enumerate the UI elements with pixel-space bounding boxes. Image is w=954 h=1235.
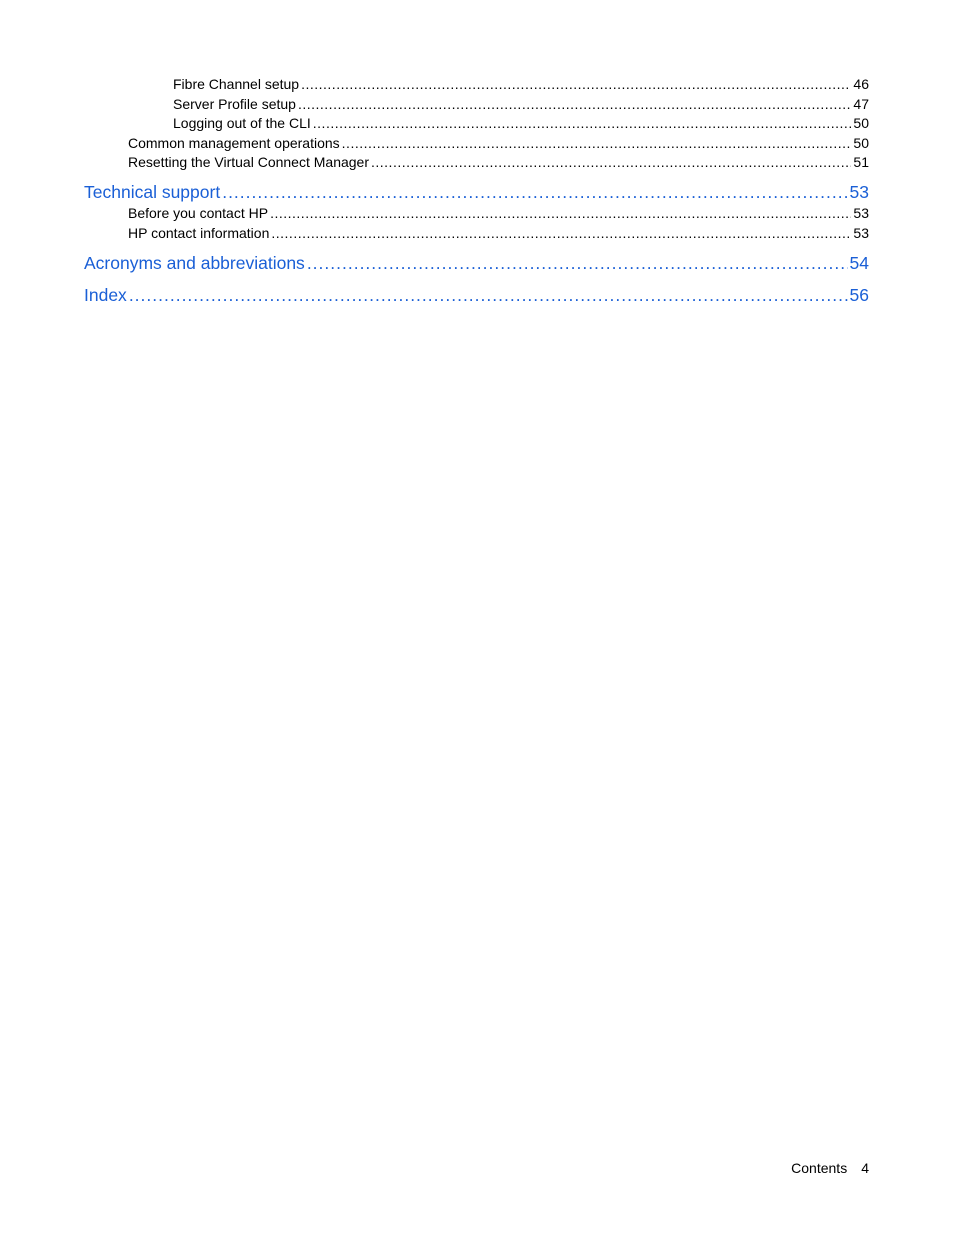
- toc-chapter-title: Acronyms and abbreviations: [84, 253, 305, 273]
- toc-entry-title: Server Profile setup: [173, 96, 296, 112]
- dot-leader: [222, 180, 847, 204]
- dot-leader: [371, 152, 851, 172]
- dot-leader: [301, 74, 851, 94]
- dot-leader: [307, 251, 848, 275]
- dot-leader: [271, 223, 851, 243]
- toc-entry-page: 51: [853, 154, 869, 170]
- toc-entry-logging-out[interactable]: [0, 113, 869, 133]
- toc-chapter-page: 53: [849, 182, 869, 202]
- toc-chapter-title: Index: [84, 285, 127, 305]
- toc-entry-page: 53: [853, 225, 869, 241]
- toc-chapter-technical-support[interactable]: [0, 180, 869, 204]
- toc-chapter-page: 56: [849, 285, 869, 305]
- toc-entry-title: Fibre Channel setup: [173, 76, 300, 92]
- toc-entry-page: 50: [853, 115, 869, 131]
- dot-leader: [129, 283, 848, 307]
- dot-leader: [298, 94, 851, 114]
- toc-entry-hp-contact-information[interactable]: [0, 223, 869, 243]
- toc-chapter-index[interactable]: [0, 283, 869, 307]
- footer-section-label: Contents: [791, 1160, 848, 1176]
- toc-entry-before-you-contact-hp[interactable]: [0, 203, 869, 223]
- toc-entry-resetting-vc-manager[interactable]: [0, 152, 869, 172]
- toc-entry-page: 47: [853, 96, 869, 112]
- toc-entry-title: Resetting the Virtual Connect Manager: [128, 154, 369, 170]
- dot-leader: [342, 133, 852, 153]
- dot-leader: [313, 113, 852, 133]
- toc-entry-title: Logging out of the CLI: [173, 115, 311, 131]
- toc-entry-page: 50: [853, 135, 869, 151]
- dot-leader: [270, 203, 851, 223]
- toc-entry-server-profile-setup[interactable]: [0, 94, 869, 114]
- toc-entry-page: 46: [853, 76, 869, 92]
- toc-entry-common-management-operations[interactable]: [0, 133, 869, 153]
- toc-entry-fibre-channel-setup[interactable]: [0, 74, 869, 94]
- toc-entry-title: Before you contact HP: [128, 205, 269, 221]
- toc-entry-title: Common management operations: [128, 135, 340, 151]
- footer-page-number: 4: [861, 1160, 869, 1176]
- toc-chapter-page: 54: [849, 253, 869, 273]
- toc-chapter-acronyms[interactable]: [0, 251, 869, 275]
- page-footer: [791, 1158, 869, 1178]
- toc-entry-title: HP contact information: [128, 225, 270, 241]
- toc-entry-page: 53: [853, 205, 869, 221]
- toc-chapter-title: Technical support: [84, 182, 221, 202]
